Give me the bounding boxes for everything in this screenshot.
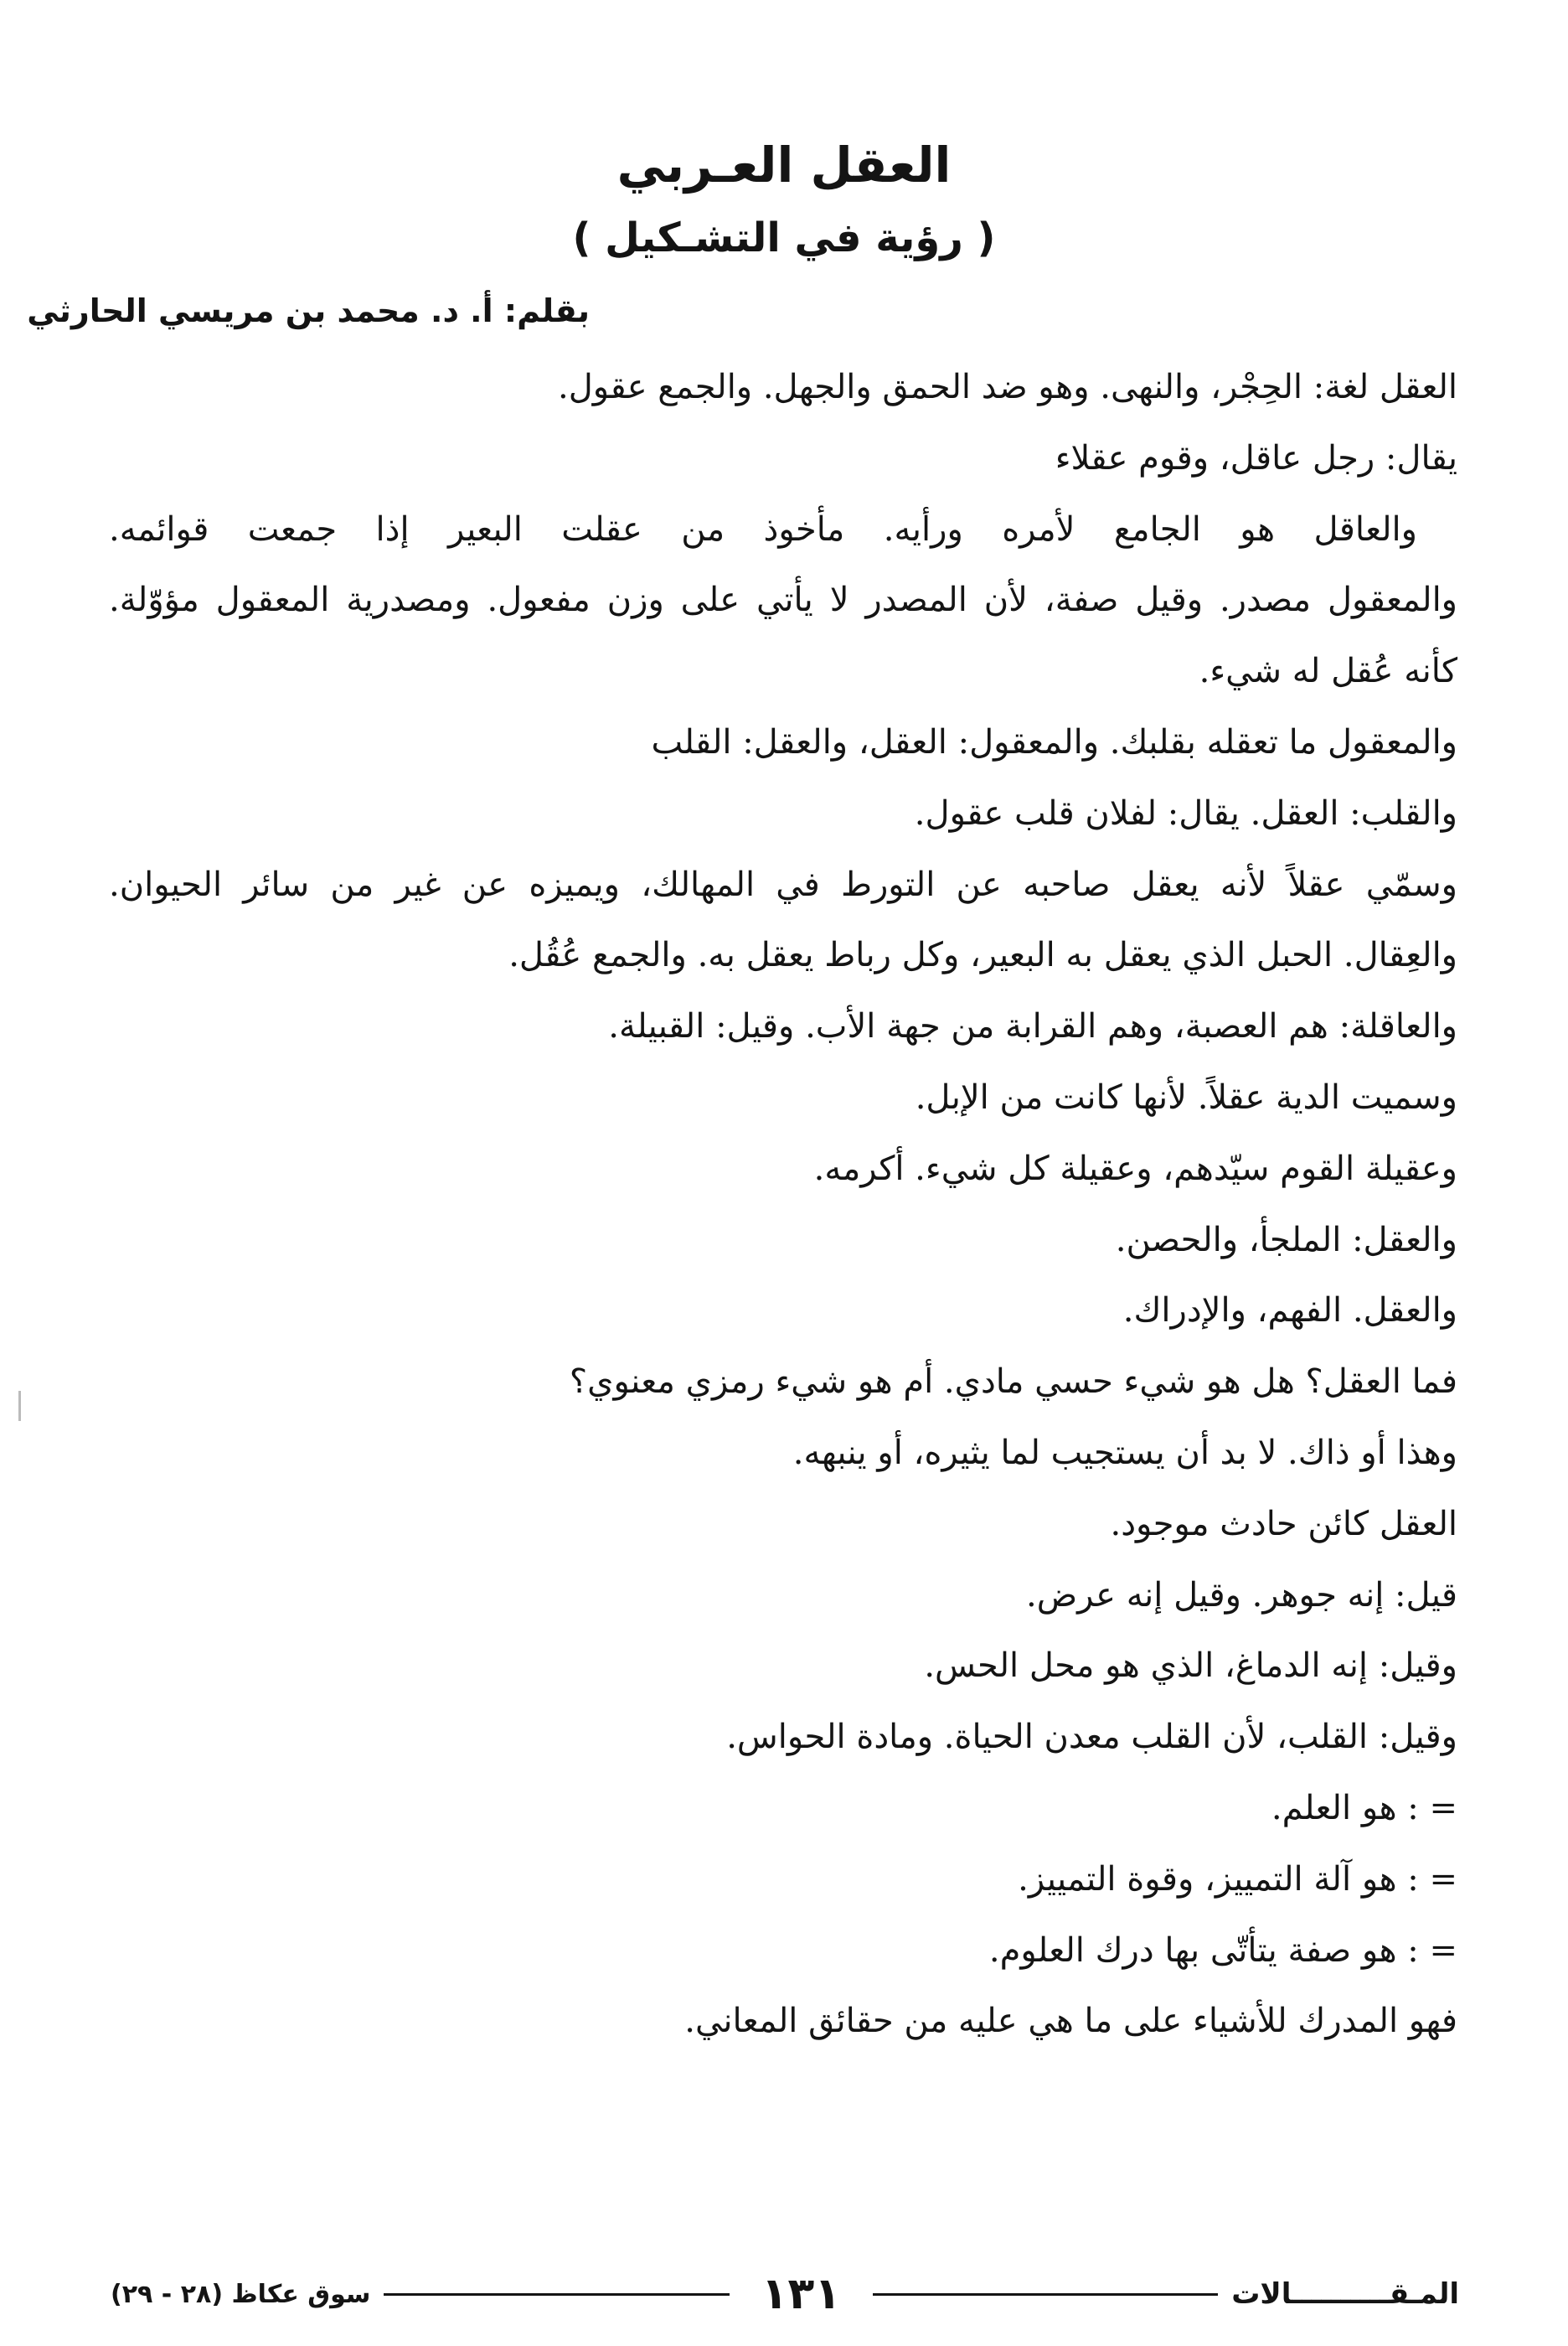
body-line: والمعقول ما تعقله بقلبك. والمعقول: العقل، والعقل: القلب bbox=[651, 722, 1457, 762]
body-line: وسميت الدية عقلاً. لأنها كانت من الإبل. bbox=[915, 1077, 1457, 1117]
footer-rule bbox=[873, 2293, 1218, 2296]
article-body bbox=[109, 352, 1457, 2057]
body-line: والعاقلة: هم العصبة، وهم القرابة من جهة الأب. وقيل: القبيلة. bbox=[608, 1007, 1457, 1046]
body-line: وعقيلة القوم سيّدهم، وعقيلة كل شيء. أكرمه. bbox=[813, 1149, 1457, 1188]
article-title: العقل العـربي bbox=[616, 137, 952, 194]
body-line: فهو المدرك للأشياء على ما هي عليه من حقائق المعاني. bbox=[684, 2002, 1457, 2041]
body-line: قيل: إنه جوهر. وقيل إنه عرض. bbox=[1026, 1575, 1457, 1615]
body-line: وقيل: إنه الدماغ، الذي هو محل الحس. bbox=[924, 1646, 1457, 1686]
body-line: فما العقل؟ هل هو شيء حسي مادي. أم هو شيء رمزي معنوي؟ bbox=[569, 1362, 1457, 1402]
body-line: وسمّي عقلاً لأنه يعقل صاحبه عن التورط في المهالك، ويميزه عن غير من سائر الحيوان. bbox=[109, 865, 1457, 904]
body-line: العقل كائن حادث موجود. bbox=[1110, 1504, 1457, 1543]
body-line: وهذا أو ذاك. لا بد أن يستجيب لما يثيره، أو ينبهه. bbox=[792, 1433, 1457, 1472]
article-subtitle: ( رؤية في التشـكيل ) bbox=[572, 214, 996, 261]
body-line: والقلب: العقل. يقال: لفلان قلب عقول. bbox=[914, 793, 1457, 833]
footer-rule bbox=[384, 2293, 729, 2296]
author-byline: بقلم: أ. د. محمد بن مريسي الحارثي bbox=[27, 292, 590, 329]
page-number: ١٣١ bbox=[761, 2269, 841, 2319]
body-line: وقيل: القلب، لأن القلب معدن الحياة. ومادة الحواس. bbox=[726, 1718, 1457, 1757]
body-line: = : هو العلم. bbox=[1271, 1788, 1457, 1827]
body-line: والعاقل هو الجامع لأمره ورأيه. مأخوذ من عقلت البعير إذا جمعت قوائمه. bbox=[109, 509, 1417, 549]
scan-margin-mark bbox=[18, 1391, 21, 1421]
body-line: يقال: رجل عاقل، وقوم عقلاء bbox=[1055, 438, 1457, 478]
body-line: والمعقول مصدر. وقيل صفة، لأن المصدر لا يأتي على وزن مفعول. ومصدرية المعقول مؤوّلة. bbox=[109, 581, 1457, 620]
footer-section-label: المـقــــــــــالات bbox=[1231, 2277, 1459, 2311]
page-footer bbox=[111, 2271, 1459, 2318]
body-line: والعقل. الفهم، والإدراك. bbox=[1122, 1291, 1457, 1331]
body-line: والعِقال. الحبل الذي يعقل به البعير، وكل رباط يعقل به. والجمع عُقُل. bbox=[508, 936, 1457, 975]
body-line: والعقل: الملجأ، والحصن. bbox=[1115, 1220, 1457, 1259]
body-line: = : هو صفة يتأتّى بها درك العلوم. bbox=[988, 1930, 1457, 1970]
footer-journal-label: سوق عكاظ (٢٨ - ٢٩) bbox=[111, 2279, 371, 2309]
body-line: العقل لغة: الحِجْر، والنهى. وهو ضد الحمق والجهل. والجمع عقول. bbox=[558, 368, 1457, 406]
body-line: = : هو آلة التمييز، وقوة التمييز. bbox=[1018, 1859, 1457, 1899]
body-line: كأنه عُقل له شيء. bbox=[1199, 652, 1457, 691]
